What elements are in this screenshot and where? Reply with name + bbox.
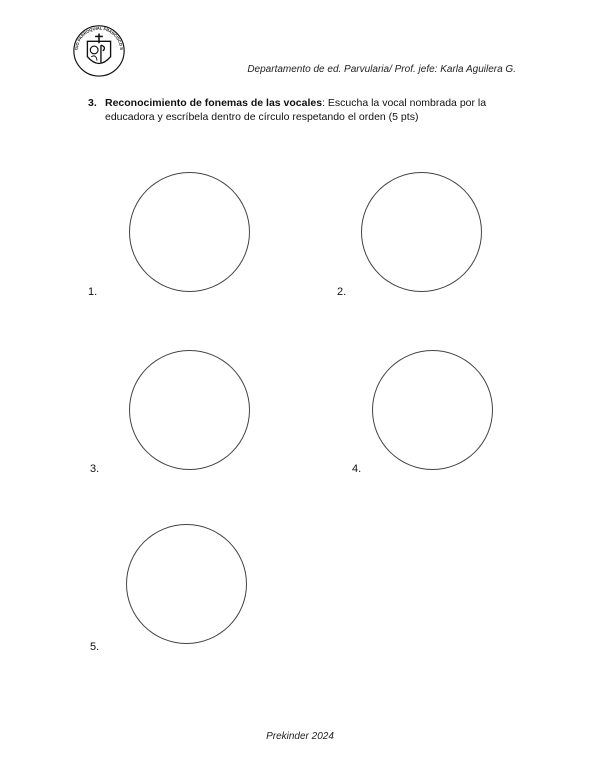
item-label-1: 1.: [88, 286, 98, 298]
instruction-text: : Escucha la vocal nombrada por la educadora y escríbela dentro de círculo respetando el orden (5 pts): [105, 97, 487, 123]
item-label-3: 3.: [90, 463, 100, 475]
school-logo: [70, 20, 128, 78]
item-label-5: 5.: [90, 641, 100, 653]
answer-circle-4[interactable]: [372, 350, 493, 470]
answer-circle-5[interactable]: [126, 524, 247, 644]
instruction-title: Reconocimiento de fonemas de las vocales: [105, 97, 323, 109]
instruction-number: 3.: [88, 97, 97, 109]
page-footer: Prekinder 2024: [266, 731, 334, 742]
instruction-block: [88, 96, 528, 124]
svg-text:COLEGIO PARROQUIAL FRANCISCO S: GIO PARROQUIAL FRANCISCO S: [73, 25, 125, 51]
answer-circle-1[interactable]: [129, 172, 250, 292]
instruction-body: [105, 96, 528, 124]
department-header: Departamento de ed. Parvularia/ Prof. jefe: Karla Aguilera G.: [247, 64, 516, 75]
item-label-2: 2.: [337, 286, 347, 298]
answer-circle-3[interactable]: [129, 350, 250, 470]
item-label-4: 4.: [352, 463, 362, 475]
answer-circle-2[interactable]: [361, 172, 482, 292]
